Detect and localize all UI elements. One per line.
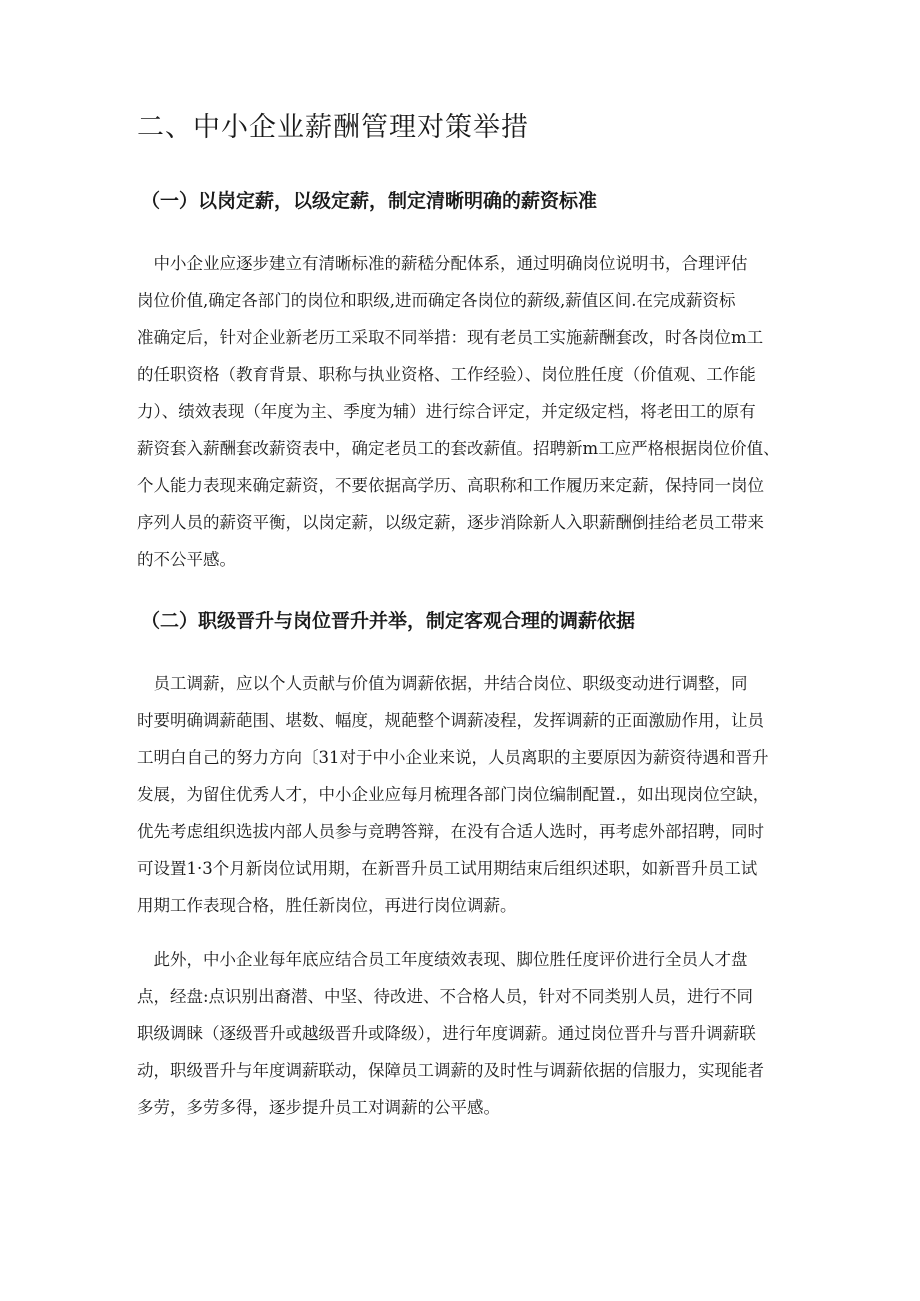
paragraph-line: 点，经盘:点识别出裔潜、中坚、待改进、不合格人员，针对不同类别人员，进行不同 <box>137 987 754 1006</box>
paragraph-line: 力）、绩效表现（年度为主、季度为辅）进行综合评定，并定级定档，将老田工的原有 <box>137 402 756 421</box>
paragraph-line: 用期工作表现合格，胜任新岗位，再进行岗位调薪。 <box>137 896 517 915</box>
paragraph-line: 员工调薪，应以个人贡献与价值为调薪依据，井结合岗位、职级变动进行调整，同 <box>137 674 748 693</box>
paragraph-line: 优先考虑组织选拔内部人员参与竞聘答辩，在没有合适人选时，再考虑外部招聘，同时 <box>137 822 764 841</box>
paragraph-line: 个人能力表现来确定薪资，不要依据高学历、高职称和工作履历来定薪，保持同一岗位 <box>137 476 764 495</box>
subsection-1-title: （一）以岗定薪，以级定薪，制定清晰明确的薪资标准 <box>141 190 598 212</box>
paragraph-line: 工明白自己的努力方向〔31对于中小企业来说，人员离职的主要原因为薪资待遇和晋升 <box>137 748 769 767</box>
section-title: 二、中小企业薪酬管理对策举措 <box>137 112 529 143</box>
paragraph-line: 的任职资格（教育背景、职称与执业资格、工作经验）、岗位胜任度（价值观、工作能 <box>137 365 756 384</box>
subsection-2-title: （二）职级晋升与岗位晋升并举，制定客观合理的调薪依据 <box>141 610 636 632</box>
paragraph-line: 多劳，多劳多得，逐步提升员工对调薪的公平感。 <box>137 1098 500 1117</box>
paragraph-line: 动，职级晋升与年度调薪联动，保障员工调薪的及时性与调薪依据的信服力，实现能者 <box>137 1061 764 1080</box>
paragraph-line: 可设置1·3个月新岗位试用期，在新晋升员工试用期结束后组织述职，如新晋升员工试 <box>137 859 758 878</box>
paragraph-line: 薪资套入薪酬套改薪资表中，确定老员工的套改薪值。招聘新m工应严格根据岗位价值、 <box>137 439 780 458</box>
paragraph-line: 职级调睐（逐级晋升或越级晋升或降级），进行年度调薪。通过岗位晋升与晋升调薪联 <box>137 1024 756 1043</box>
paragraph-line: 此外，中小企业每年底应结合员工年度绩效表现、脚位胜任度评价进行全员人才盘 <box>137 950 748 969</box>
paragraph-line: 时要明确调薪葩围、堪数、幅度，规葩整个调薪凌程，发挥调薪的正面激励作用，让员 <box>137 711 764 730</box>
paragraph-line: 中小企业应逐步建立有清晰标准的薪嵇分配体系，通过明确岗位说明书，合理评估 <box>137 254 748 273</box>
paragraph-line: 岗位价值,确定各部门的岗位和职级,进而确定各岗位的薪级,薪值区间.在完成薪资标 <box>137 291 736 310</box>
paragraph-line: 准确定后，针对企业新老历工采取不同举措：现有老员工实施薪酬套改，时各岗位m工 <box>137 328 764 347</box>
paragraph-line: 发展，为留住优秀人才，中小企业应每月梳理各部门岗位编制配置.，如出现岗位空缺， <box>137 785 770 804</box>
paragraph-line: 的不公平感。 <box>137 550 236 569</box>
paragraph-line: 序列人员的薪资平衡，以岗定薪，以级定薪，逐步消除新人入职薪酬倒挂给老员工带来 <box>137 513 764 532</box>
